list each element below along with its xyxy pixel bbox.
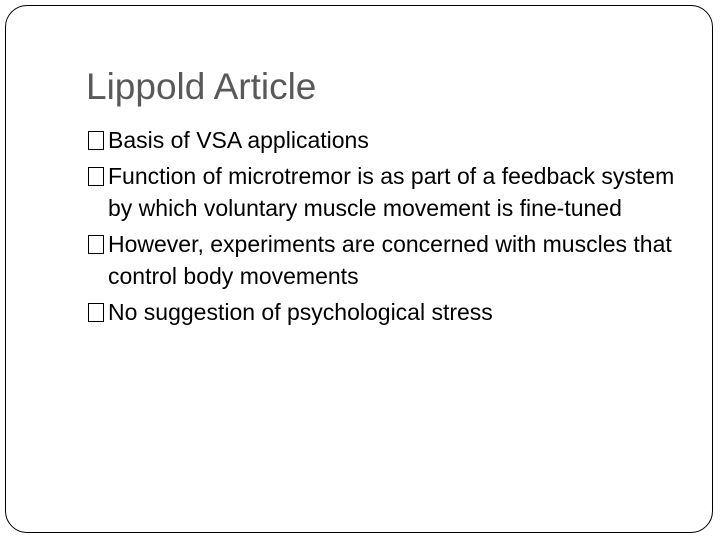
slide-frame — [5, 5, 713, 533]
bullet-item — [88, 228, 678, 292]
bullet-item — [88, 296, 678, 328]
missing-glyph-box-icon — [88, 303, 104, 322]
bullet-item — [88, 124, 678, 156]
bullet-list — [88, 124, 678, 332]
bullet-text: No suggestion of psychological stress — [108, 299, 493, 325]
slide-title: Lippold Article — [86, 66, 317, 107]
missing-glyph-box-icon — [88, 131, 104, 150]
missing-glyph-box-icon — [88, 235, 104, 254]
bullet-text: Function of microtremor is as part of a feedback system by which voluntary muscle movement is fine-tuned — [108, 163, 675, 221]
bullet-text: Basis of VSA applications — [108, 127, 369, 153]
bullet-text: However, experiments are concerned with muscles that control body movements — [108, 231, 672, 289]
bullet-item — [88, 160, 678, 224]
missing-glyph-box-icon — [88, 167, 104, 186]
